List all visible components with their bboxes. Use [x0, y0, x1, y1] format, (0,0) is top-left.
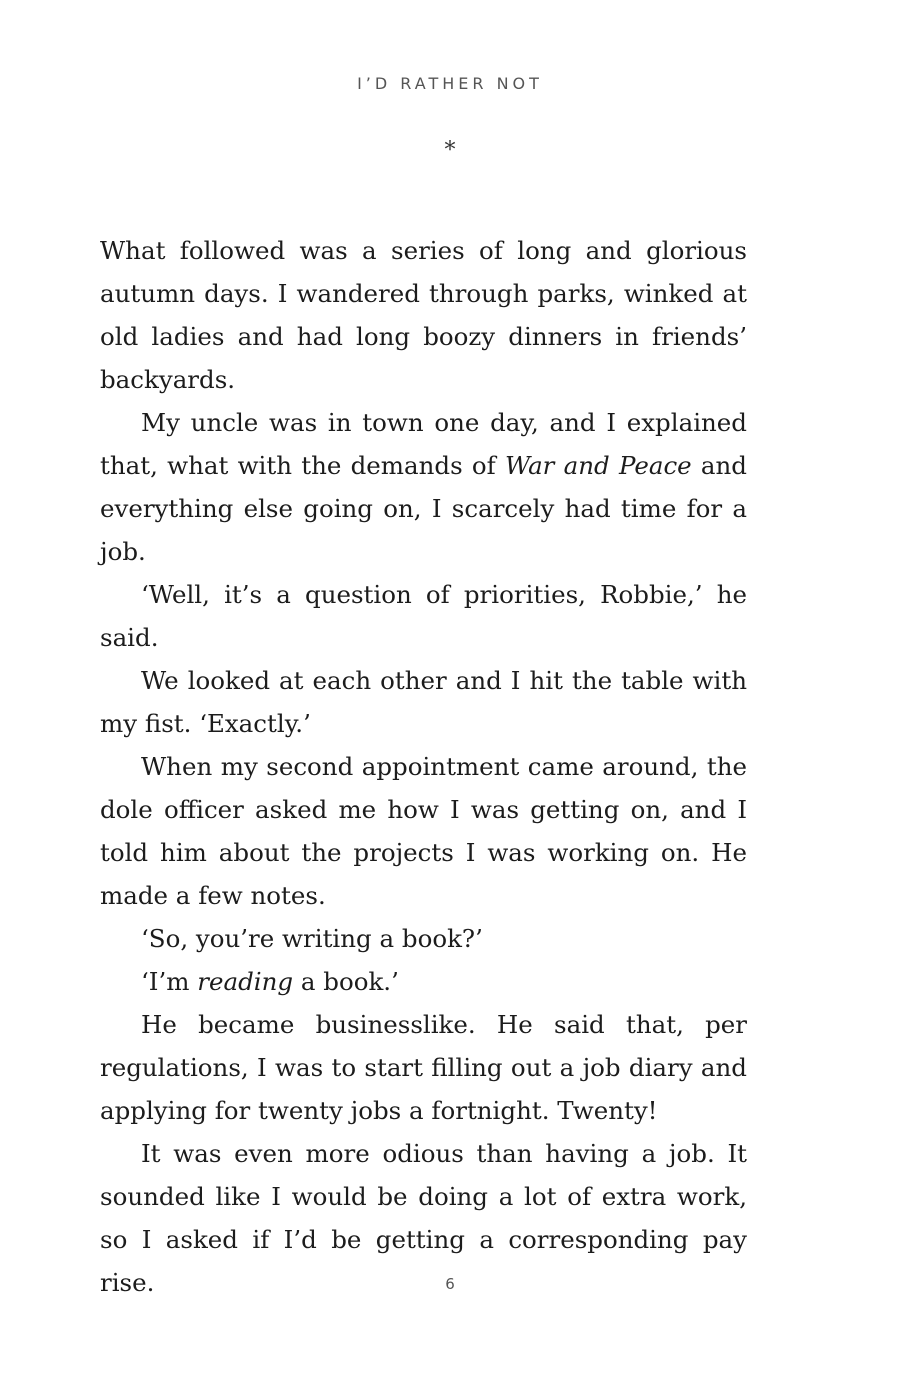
paragraph-1	[100, 229, 747, 401]
body-text	[100, 229, 747, 1304]
book-title-italic: War and Peace	[505, 451, 692, 480]
paragraph-2	[100, 401, 747, 573]
paragraph-text: He became businesslike. He said that, per regulations, I was to start filling out a job diary and applying for twenty jobs a fortnight. Twenty!	[100, 1010, 747, 1125]
paragraph-text: ‘So, you’re writing a book?’	[141, 924, 483, 953]
section-break-asterisk: *	[444, 138, 456, 163]
paragraph-text: When my second appointment came around, the dole officer asked me how I was getting on, and I told him about the projects I was working on. He made a few notes.	[100, 752, 747, 910]
paragraph-text: What followed was a series of long and glorious autumn days. I wandered through parks, winked at old ladies and had long boozy dinners in friends’ backyards.	[100, 236, 747, 394]
paragraph-4	[100, 659, 747, 745]
paragraph-text: ‘Well, it’s a question of priorities, Robbie,’ he said.	[100, 580, 747, 652]
paragraph-text: and everything else going on, I scarcely had time for a job.	[100, 451, 747, 566]
paragraph-text: ‘I’m	[141, 967, 198, 996]
paragraph-text: a book.’	[293, 967, 399, 996]
running-head: I’D RATHER NOT	[357, 74, 543, 93]
page-number: 6	[445, 1275, 455, 1293]
paragraph-text: My uncle was in town one day, and I explained that, what with the demands of	[100, 408, 747, 480]
paragraph-text: It was even more odious than having a job. It sounded like I would be doing a lot of extra work, so I asked if I’d be getting a corresponding pay rise.	[100, 1139, 747, 1297]
paragraph-5	[100, 745, 747, 917]
paragraph-text: We looked at each other and I hit the table with my fist. ‘Exactly.’	[100, 666, 747, 738]
paragraph-3	[100, 573, 747, 659]
paragraph-7	[100, 960, 747, 1003]
paragraph-6	[100, 917, 747, 960]
emphasis-italic: reading	[197, 967, 294, 996]
paragraph-8	[100, 1003, 747, 1132]
